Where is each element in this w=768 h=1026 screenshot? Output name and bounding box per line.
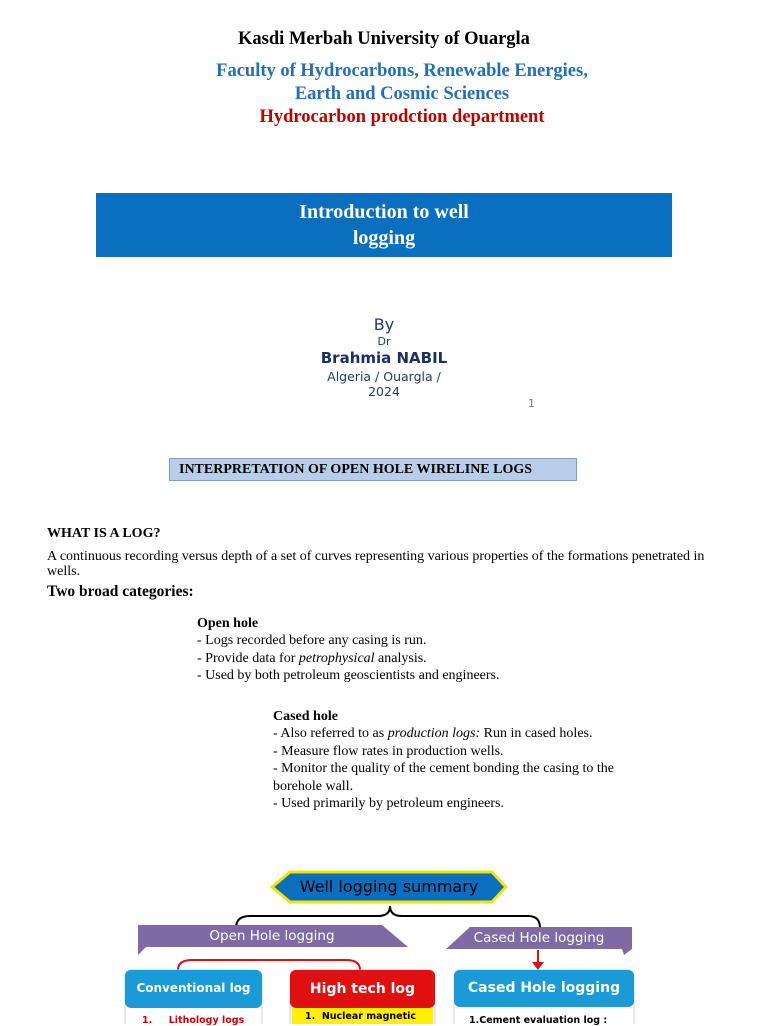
- cased-hole-item-1-em: production logs:: [387, 726, 481, 742]
- faculty-line-2: Earth and Cosmic Sciences: [294, 84, 510, 104]
- conventional-log-title: Conventional log: [136, 981, 251, 995]
- open-branch-connector: [178, 960, 360, 970]
- conventional-log-item: 1. Lithology logs: [142, 1015, 245, 1026]
- title-line-2: logging: [352, 227, 416, 249]
- document-title-banner: [96, 193, 672, 257]
- open-hole-item-2: [197, 650, 597, 667]
- author-location: [0, 369, 768, 399]
- author-name: Brahmia NABIL: [320, 349, 448, 367]
- faculty-name: [0, 60, 768, 106]
- cased-hole-item-1: [273, 725, 673, 742]
- document-title: [269, 199, 499, 251]
- log-definition: A continuous recording versus depth of a set of curves representing various properties of the formations penetrated in wells.: [47, 549, 705, 579]
- location-line-2: 2024: [368, 384, 400, 399]
- open-hole-banner-label: Open Hole logging: [209, 928, 335, 944]
- categories-title: Two broad categories:: [47, 583, 194, 600]
- author-prefix: Dr: [377, 335, 391, 348]
- university-name: Kasdi Merbah University of Ouargla: [238, 29, 530, 49]
- open-hole-item-2-em: petrophysical: [298, 650, 375, 666]
- summary-title: Well logging summary: [299, 877, 479, 896]
- cased-hole-block: [273, 708, 673, 812]
- department-name: Hydrocarbon prodction department: [259, 107, 545, 127]
- question-heading: WHAT IS A LOG?: [47, 526, 161, 541]
- cased-hole-item-3: - Monitor the quality of the cement bonding the casing to the borehole wall.: [273, 761, 614, 794]
- open-hole-block: [197, 615, 597, 685]
- high-tech-log-item: 1. Nuclear magnetic: [305, 1011, 417, 1022]
- open-hole-item-2-post: analysis.: [374, 650, 427, 666]
- section-heading: INTERPRETATION OF OPEN HOLE WIRELINE LOGS: [169, 458, 577, 481]
- cased-hole-item-4: - Used primarily by petroleum engineers.: [273, 796, 504, 812]
- cased-hole-title: Cased hole: [273, 709, 338, 724]
- cased-hole-logging-item: 1.Cement evaluation log :: [469, 1015, 608, 1026]
- open-hole-item-3: - Used by both petroleum geoscientists and engineers.: [197, 668, 500, 684]
- by-label: By: [373, 315, 395, 334]
- summary-brace: [236, 906, 540, 928]
- page-number: 1: [528, 397, 535, 410]
- cased-hole-item-1-post: Run in cased holes.: [480, 726, 593, 742]
- title-line-1: Introduction to well: [299, 201, 469, 223]
- open-hole-title: Open hole: [197, 616, 259, 631]
- open-hole-item-2-pre: - Provide data for: [197, 650, 299, 666]
- cased-arrow-head: [532, 962, 544, 970]
- cased-hole-item-2: - Measure flow rates in production wells.: [273, 743, 504, 759]
- location-line-1: Algeria / Ouargla /: [327, 369, 441, 384]
- cased-hole-banner-label: Cased Hole logging: [473, 930, 605, 946]
- faculty-line-1: Faculty of Hydrocarbons, Renewable Energies,: [216, 61, 588, 81]
- well-logging-summary-diagram: [0, 860, 768, 1024]
- cased-hole-logging-title: Cased Hole logging: [467, 980, 621, 996]
- high-tech-log-title: High tech log: [309, 981, 416, 997]
- cased-hole-item-1-pre: - Also referred to as: [273, 726, 388, 742]
- location-text: [319, 369, 449, 399]
- open-hole-item-1: - Logs recorded before any casing is run.: [197, 633, 427, 649]
